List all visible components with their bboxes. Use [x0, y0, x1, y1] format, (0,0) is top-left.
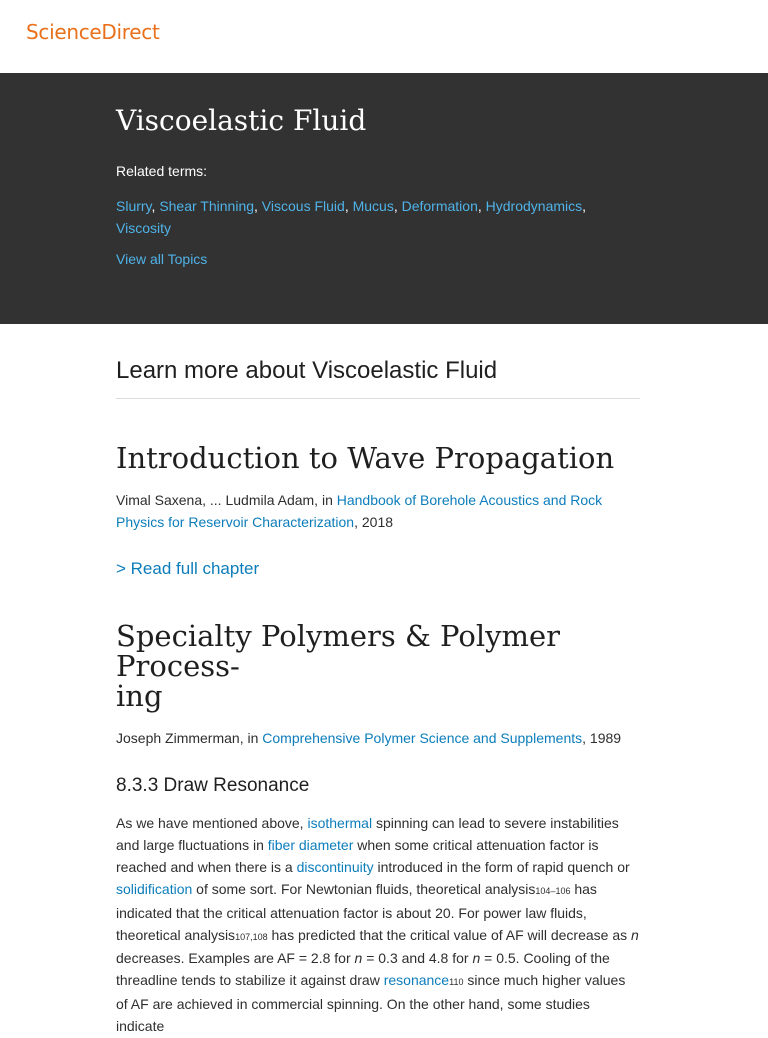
chapter-year: , 1989 [582, 730, 622, 746]
citation-ref[interactable]: 104–106 [535, 885, 571, 896]
term-link[interactable]: resonance [383, 972, 450, 989]
citation-ref[interactable]: 107,108 [235, 931, 268, 942]
section-heading: 8.3.3 Draw Resonance [116, 775, 310, 796]
related-terms-label: Related terms: [116, 163, 208, 179]
chapter-excerpt: As we have mentioned above, isothermal spinning can lead to severe instabilities and large fluctuations in fiber diameter when some critical attenuation factor is reached and when there is a discontinuity introduced in the form of rapid quench or solidification of some sort. For Newtonian fluids, theoretical analysis104–106 has indicated that the critical attenuation factor is about 20. For power law fluids, theoretical analysis107,108 has predicted that the critical value of AF will decrease as n decreases. Examples are AF = 2.8 for n = 0.3 and 4.8 for n = 0.5. Cooling of the threadline tends to stabilize it against draw resonance110 since much higher values of AF are achieved in commercial spinning. On the other hand, some studies indicate [116, 815, 639, 1035]
sciencedirect-logo[interactable]: ScienceDirect [26, 20, 160, 44]
topic-header [0, 73, 768, 324]
view-all-topics-link[interactable]: View all Topics [116, 251, 208, 267]
related-terms-list: Slurry, Shear Thinning, Viscous Fluid, Mucus, Deformation, Hydrodynamics, Viscosity [116, 198, 587, 236]
related-term-link[interactable]: Viscosity [116, 220, 171, 236]
term-link[interactable]: solidification [116, 880, 193, 897]
related-term-link[interactable]: Hydrodynamics [485, 198, 583, 214]
read-full-chapter-link[interactable]: > Read full chapter [116, 559, 260, 578]
chapter-title[interactable]: Specialty Polymers & Polymer Process- ing [116, 619, 561, 713]
topic-header-content [116, 101, 636, 269]
related-term-link[interactable]: Shear Thinning [159, 198, 255, 214]
citation-ref[interactable]: 110 [449, 977, 464, 988]
chapter-authors: Joseph Zimmerman, in [116, 730, 263, 746]
chapter-year: , 2018 [354, 514, 394, 530]
learn-more-heading: Learn more about Viscoelastic Fluid [116, 356, 640, 399]
term-link[interactable]: fiber diameter [267, 836, 354, 853]
chapter-card [116, 621, 640, 1038]
related-term-link[interactable]: Mucus [352, 198, 394, 214]
chapter-byline [116, 727, 640, 749]
topic-title: Viscoelastic Fluid [116, 104, 367, 137]
chapter-byline [116, 489, 640, 533]
chapter-authors: Vimal Saxena, ... Ludmila Adam, in [116, 492, 337, 508]
chapter-title[interactable]: Introduction to Wave Propagation [116, 441, 615, 475]
related-term-link[interactable]: Viscous Fluid [261, 198, 345, 214]
term-link[interactable]: discontinuity [296, 858, 374, 875]
book-link[interactable]: Handbook of Borehole Acoustics and Rock Physics for Reservoir Characterization [116, 492, 603, 530]
related-term-link[interactable]: Slurry [116, 198, 152, 214]
chapter-card [116, 443, 640, 579]
related-term-link[interactable]: Deformation [401, 198, 478, 214]
top-bar [0, 0, 768, 73]
book-link[interactable]: Comprehensive Polymer Science and Supplements [262, 730, 583, 746]
term-link[interactable]: isothermal [307, 815, 373, 831]
main-content [116, 324, 640, 1038]
